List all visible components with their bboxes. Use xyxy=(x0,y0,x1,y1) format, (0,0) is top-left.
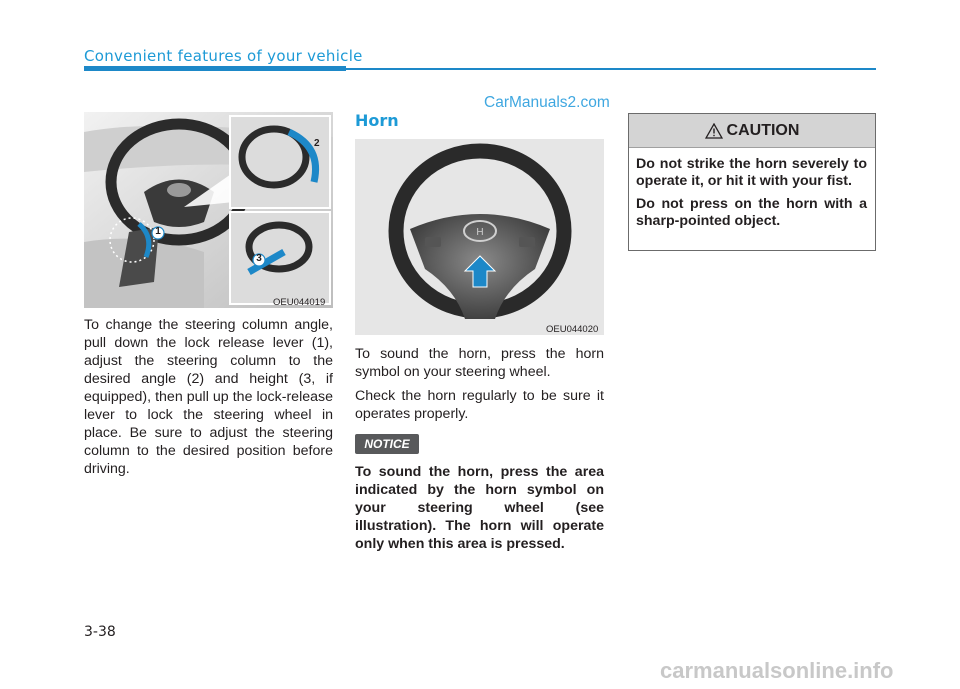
section-title: Horn xyxy=(355,111,399,130)
callout-3: 3 xyxy=(256,253,262,264)
watermark-footer[interactable]: carmanualsonline.info xyxy=(660,658,894,683)
steering-column-illustration xyxy=(84,112,333,308)
steering-instructions xyxy=(84,316,333,484)
header-bar xyxy=(84,66,346,71)
steering-wheel-illustration xyxy=(355,139,604,335)
header-rule xyxy=(346,68,876,70)
caution-body xyxy=(629,148,875,230)
paragraph: Check the horn regularly to be sure it operates properly. xyxy=(355,388,604,422)
horn-figure xyxy=(355,139,604,335)
warning-icon xyxy=(705,123,723,139)
callout-2: 2 xyxy=(314,138,320,149)
paragraph: Do not press on the horn with a sharp-pointed object. xyxy=(636,196,867,229)
caution-header xyxy=(629,114,875,148)
paragraph: Do not strike the horn severely to operate it, or hit it with your fist. xyxy=(636,156,867,189)
figure-code: OEU044019 xyxy=(273,297,326,308)
callout-1: 1 xyxy=(155,226,161,237)
section-header: Convenient features of your vehicle xyxy=(84,47,363,65)
figure-code: OEU044020 xyxy=(546,324,599,335)
caution-title: CAUTION xyxy=(726,121,800,139)
steering-adjust-figure xyxy=(84,112,333,308)
notice-text: To sound the horn, press the area indicated by the horn symbol on your steering wheel (see illustration). The horn will operate only when this area is pressed. xyxy=(355,464,604,552)
svg-text:H: H xyxy=(476,227,484,238)
paragraph: To change the steering column angle, pull down the lock release lever (1), adjust the steering column to the desired angle (2) and height (3, if equipped), then pull up the lock-release lever to lock the steering wheel in place. Be sure to adjust the steering column to the desired position before driving. xyxy=(84,317,333,477)
notice-badge: NOTICE xyxy=(355,434,419,454)
paragraph: To sound the horn, press the horn symbol on your steering wheel. xyxy=(355,346,604,380)
watermark-link[interactable]: CarManuals2.com xyxy=(484,94,610,111)
horn-instructions xyxy=(355,345,604,429)
caution-box xyxy=(628,113,876,251)
page-number: 3-38 xyxy=(84,624,116,640)
